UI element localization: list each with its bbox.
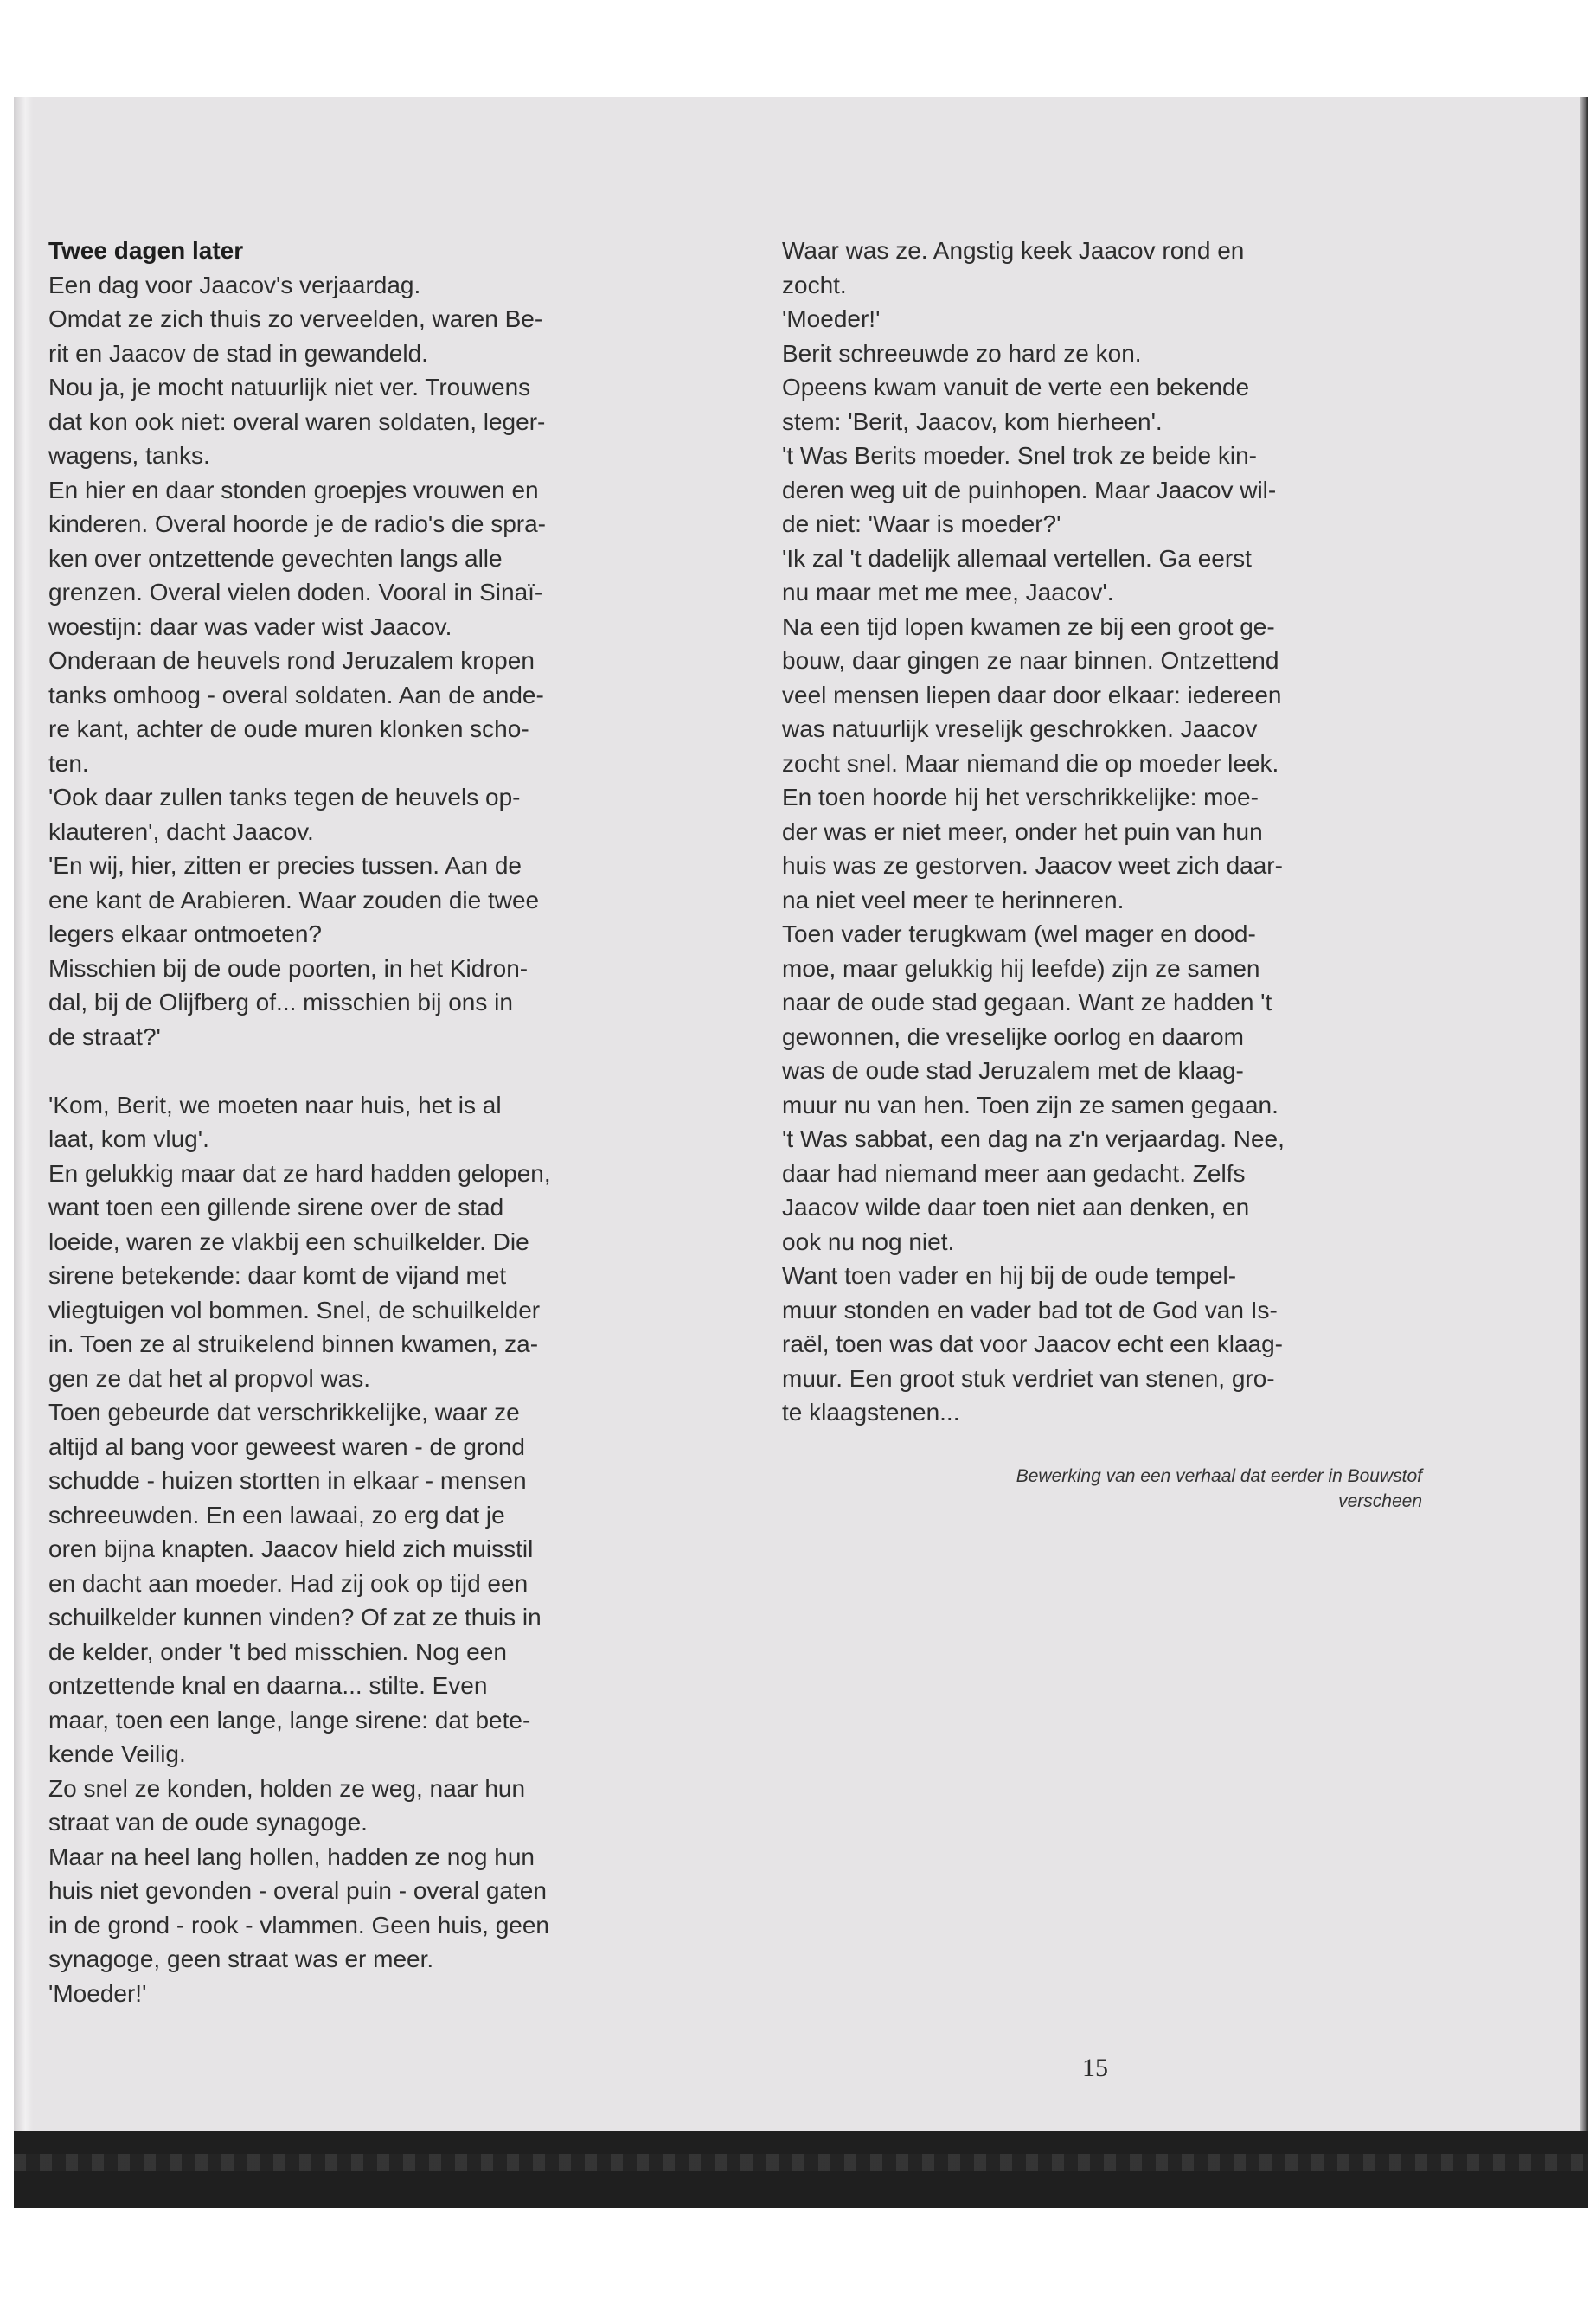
text-line: 'En wij, hier, zitten er precies tussen. Aan de (48, 852, 522, 879)
text-line: 't Was Berits moeder. Snel trok ze beide kin- (782, 442, 1257, 469)
left-column (48, 234, 723, 2010)
text-line: Misschien bij de oude poorten, in het Kidron- (48, 954, 529, 982)
attribution-line: Bewerking van een verhaal dat eerder in Bouwstof (1016, 1466, 1422, 1486)
text-line: huis niet gevonden - overal puin - overal gaten (48, 1877, 547, 1904)
text-line: tanks omhoog - overal soldaten. Aan de ande- (48, 681, 544, 708)
text-line: raël, toen was dat voor Jaacov echt een klaag- (782, 1330, 1284, 1357)
text-line: Omdat ze zich thuis zo verveelden, waren Be- (48, 305, 543, 332)
text-line: grenzen. Overal vielen doden. Vooral in Sinaï- (48, 579, 543, 606)
text-line: 'Moeder!' (782, 305, 881, 332)
text-line: schudde - huizen stortten in elkaar - mensen (48, 1467, 527, 1494)
text-line: naar de oude stad gegaan. Want ze hadden 't (782, 989, 1272, 1016)
right-column (782, 234, 1457, 1430)
text-line: sirene betekende: daar komt de vijand met (48, 1262, 507, 1289)
text-line: Toen vader terugkwam (wel mager en dood- (782, 920, 1256, 947)
scan-background (0, 0, 1596, 97)
text-line: schuilkelder kunnen vinden? Of zat ze thuis in (48, 1604, 542, 1631)
text-line: Berit schreeuwde zo hard ze kon. (782, 339, 1142, 367)
text-line: kende Veilig. (48, 1740, 186, 1767)
text-line: 't Was sabbat, een dag na z'n verjaardag. Nee, (782, 1125, 1285, 1152)
text-line: synagoge, geen straat was er meer. (48, 1945, 434, 1972)
text-line: Zo snel ze konden, holden ze weg, naar hun (48, 1774, 526, 1802)
page-binding (14, 97, 33, 2208)
left-paragraphs-b (48, 1088, 723, 2011)
text-line: schreeuwden. En een lawaai, zo erg dat je (48, 1501, 505, 1529)
text-line: daar had niemand meer aan gedacht. Zelfs (782, 1159, 1246, 1187)
text-line: was natuurlijk vreselijk geschrokken. Jaacov (782, 715, 1258, 742)
text-line: moe, maar gelukkig hij leefde) zijn ze samen (782, 954, 1260, 982)
text-line: rit en Jaacov de stad in gewandeld. (48, 339, 428, 367)
text-line: vliegtuigen vol bommen. Snel, de schuilkelder (48, 1296, 541, 1324)
text-line: oren bijna knapten. Jaacov hield zich muisstil (48, 1535, 534, 1562)
text-line: laat, kom vlug'. (48, 1125, 209, 1152)
text-line: ken over ontzettende gevechten langs alle (48, 544, 503, 572)
text-line: Waar was ze. Angstig keek Jaacov rond en (782, 237, 1245, 264)
page-number: 15 (1082, 2054, 1108, 2082)
text-line: 'Kom, Berit, we moeten naar huis, het is al (48, 1091, 502, 1118)
text-line: En gelukkig maar dat ze hard hadden gelopen, (48, 1159, 551, 1187)
text-line: Toen gebeurde dat verschrikkelijke, waar ze (48, 1399, 520, 1426)
right-paragraphs (782, 234, 1457, 1430)
text-line: want toen een gillende sirene over de stad (48, 1194, 504, 1221)
text-line: Een dag voor Jaacov's verjaardag. (48, 271, 421, 298)
text-line: En toen hoorde hij het verschrikkelijke: moe- (782, 784, 1259, 811)
text-line: muur nu van hen. Toen zijn ze samen gegaan. (782, 1091, 1279, 1118)
text-line: de kelder, onder 't bed misschien. Nog een (48, 1638, 507, 1665)
text-line: der was er niet meer, onder het puin van hun (782, 817, 1263, 845)
text-line: ene kant de Arabieren. Waar zouden die twee (48, 886, 540, 913)
text-line: ontzettende knal en daarna... stilte. Even (48, 1672, 488, 1699)
text-line: kinderen. Overal hoorde je de radio's die spra- (48, 510, 546, 537)
text-line: en dacht aan moeder. Had zij ook op tijd een (48, 1569, 529, 1597)
scan-bottom-band (14, 2131, 1588, 2208)
text-line: gewonnen, die vreselijke oorlog en daarom (782, 1022, 1244, 1050)
text-line: gen ze dat het al propvol was. (48, 1364, 371, 1392)
left-paragraphs-a (48, 268, 723, 1054)
attribution-line: verscheen (1338, 1491, 1422, 1511)
text-line: de niet: 'Waar is moeder?' (782, 510, 1061, 537)
text-line: stem: 'Berit, Jaacov, kom hierheen'. (782, 407, 1163, 435)
text-line: 'Ook daar zullen tanks tegen de heuvels op- (48, 784, 521, 811)
text-line: Na een tijd lopen kwamen ze bij een groot ge- (782, 612, 1275, 640)
text-line: woestijn: daar was vader wist Jaacov. (48, 612, 452, 640)
text-line: in. Toen ze al struikelend binnen kwamen, za- (48, 1330, 539, 1357)
book-page (14, 97, 1588, 2208)
article-heading: Twee dagen later (48, 237, 244, 264)
text-line: Opeens kwam vanuit de verte een bekende (782, 374, 1250, 401)
text-line: zocht. (782, 271, 847, 298)
text-line: muur. Een groot stuk verdriet van stenen, gro- (782, 1364, 1275, 1392)
text-line: bouw, daar gingen ze naar binnen. Ontzettend (782, 647, 1279, 674)
attribution (782, 1464, 1422, 1514)
text-line: Jaacov wilde daar toen niet aan denken, en (782, 1194, 1250, 1221)
text-line: re kant, achter de oude muren klonken scho- (48, 715, 529, 742)
text-line: was de oude stad Jeruzalem met de klaag- (782, 1057, 1244, 1084)
text-line: 'Moeder!' (48, 1979, 147, 2007)
text-line: de straat?' (48, 1022, 161, 1050)
text-line: nu maar met me mee, Jaacov'. (782, 579, 1114, 606)
text-line: klauteren', dacht Jaacov. (48, 817, 314, 845)
page-edge (1580, 97, 1588, 2208)
text-line: Nou ja, je mocht natuurlijk niet ver. Trouwens (48, 374, 531, 401)
text-line: ten. (48, 749, 89, 777)
text-line: in de grond - rook - vlammen. Geen huis, geen (48, 1911, 549, 1939)
text-line: Onderaan de heuvels rond Jeruzalem kropen (48, 647, 535, 674)
text-line: huis was ze gestorven. Jaacov weet zich daar- (782, 852, 1283, 879)
text-line: wagens, tanks. (48, 442, 210, 469)
text-line: deren weg uit de puinhopen. Maar Jaacov wil- (782, 476, 1277, 503)
text-line: ook nu nog niet. (782, 1227, 955, 1255)
text-line: En hier en daar stonden groepjes vrouwen en (48, 476, 539, 503)
text-line: loeide, waren ze vlakbij een schuilkelder. Die (48, 1227, 529, 1255)
text-line: legers elkaar ontmoeten? (48, 920, 322, 947)
text-line: na niet veel meer te herinneren. (782, 886, 1125, 913)
text-line: 'Ik zal 't dadelijk allemaal vertellen. Ga eerst (782, 544, 1252, 572)
text-line: Maar na heel lang hollen, hadden ze nog hun (48, 1843, 535, 1870)
text-line: muur stonden en vader bad tot de God van Is- (782, 1296, 1278, 1324)
text-line: veel mensen liepen daar door elkaar: iedereen (782, 681, 1282, 708)
text-line: maar, toen een lange, lange sirene: dat bete- (48, 1706, 531, 1734)
text-line: dat kon ook niet: overal waren soldaten, leger- (48, 407, 546, 435)
text-line: dal, bij de Olijfberg of... misschien bij ons in (48, 989, 513, 1016)
text-line: Want toen vader en hij bij de oude tempel- (782, 1262, 1237, 1289)
text-line: straat van de oude synagoge. (48, 1809, 368, 1836)
text-line: altijd al bang voor geweest waren - de grond (48, 1433, 526, 1460)
text-line: zocht snel. Maar niemand die op moeder leek. (782, 749, 1279, 777)
text-line: te klaagstenen... (782, 1399, 960, 1426)
paragraph-gap (48, 1054, 723, 1088)
